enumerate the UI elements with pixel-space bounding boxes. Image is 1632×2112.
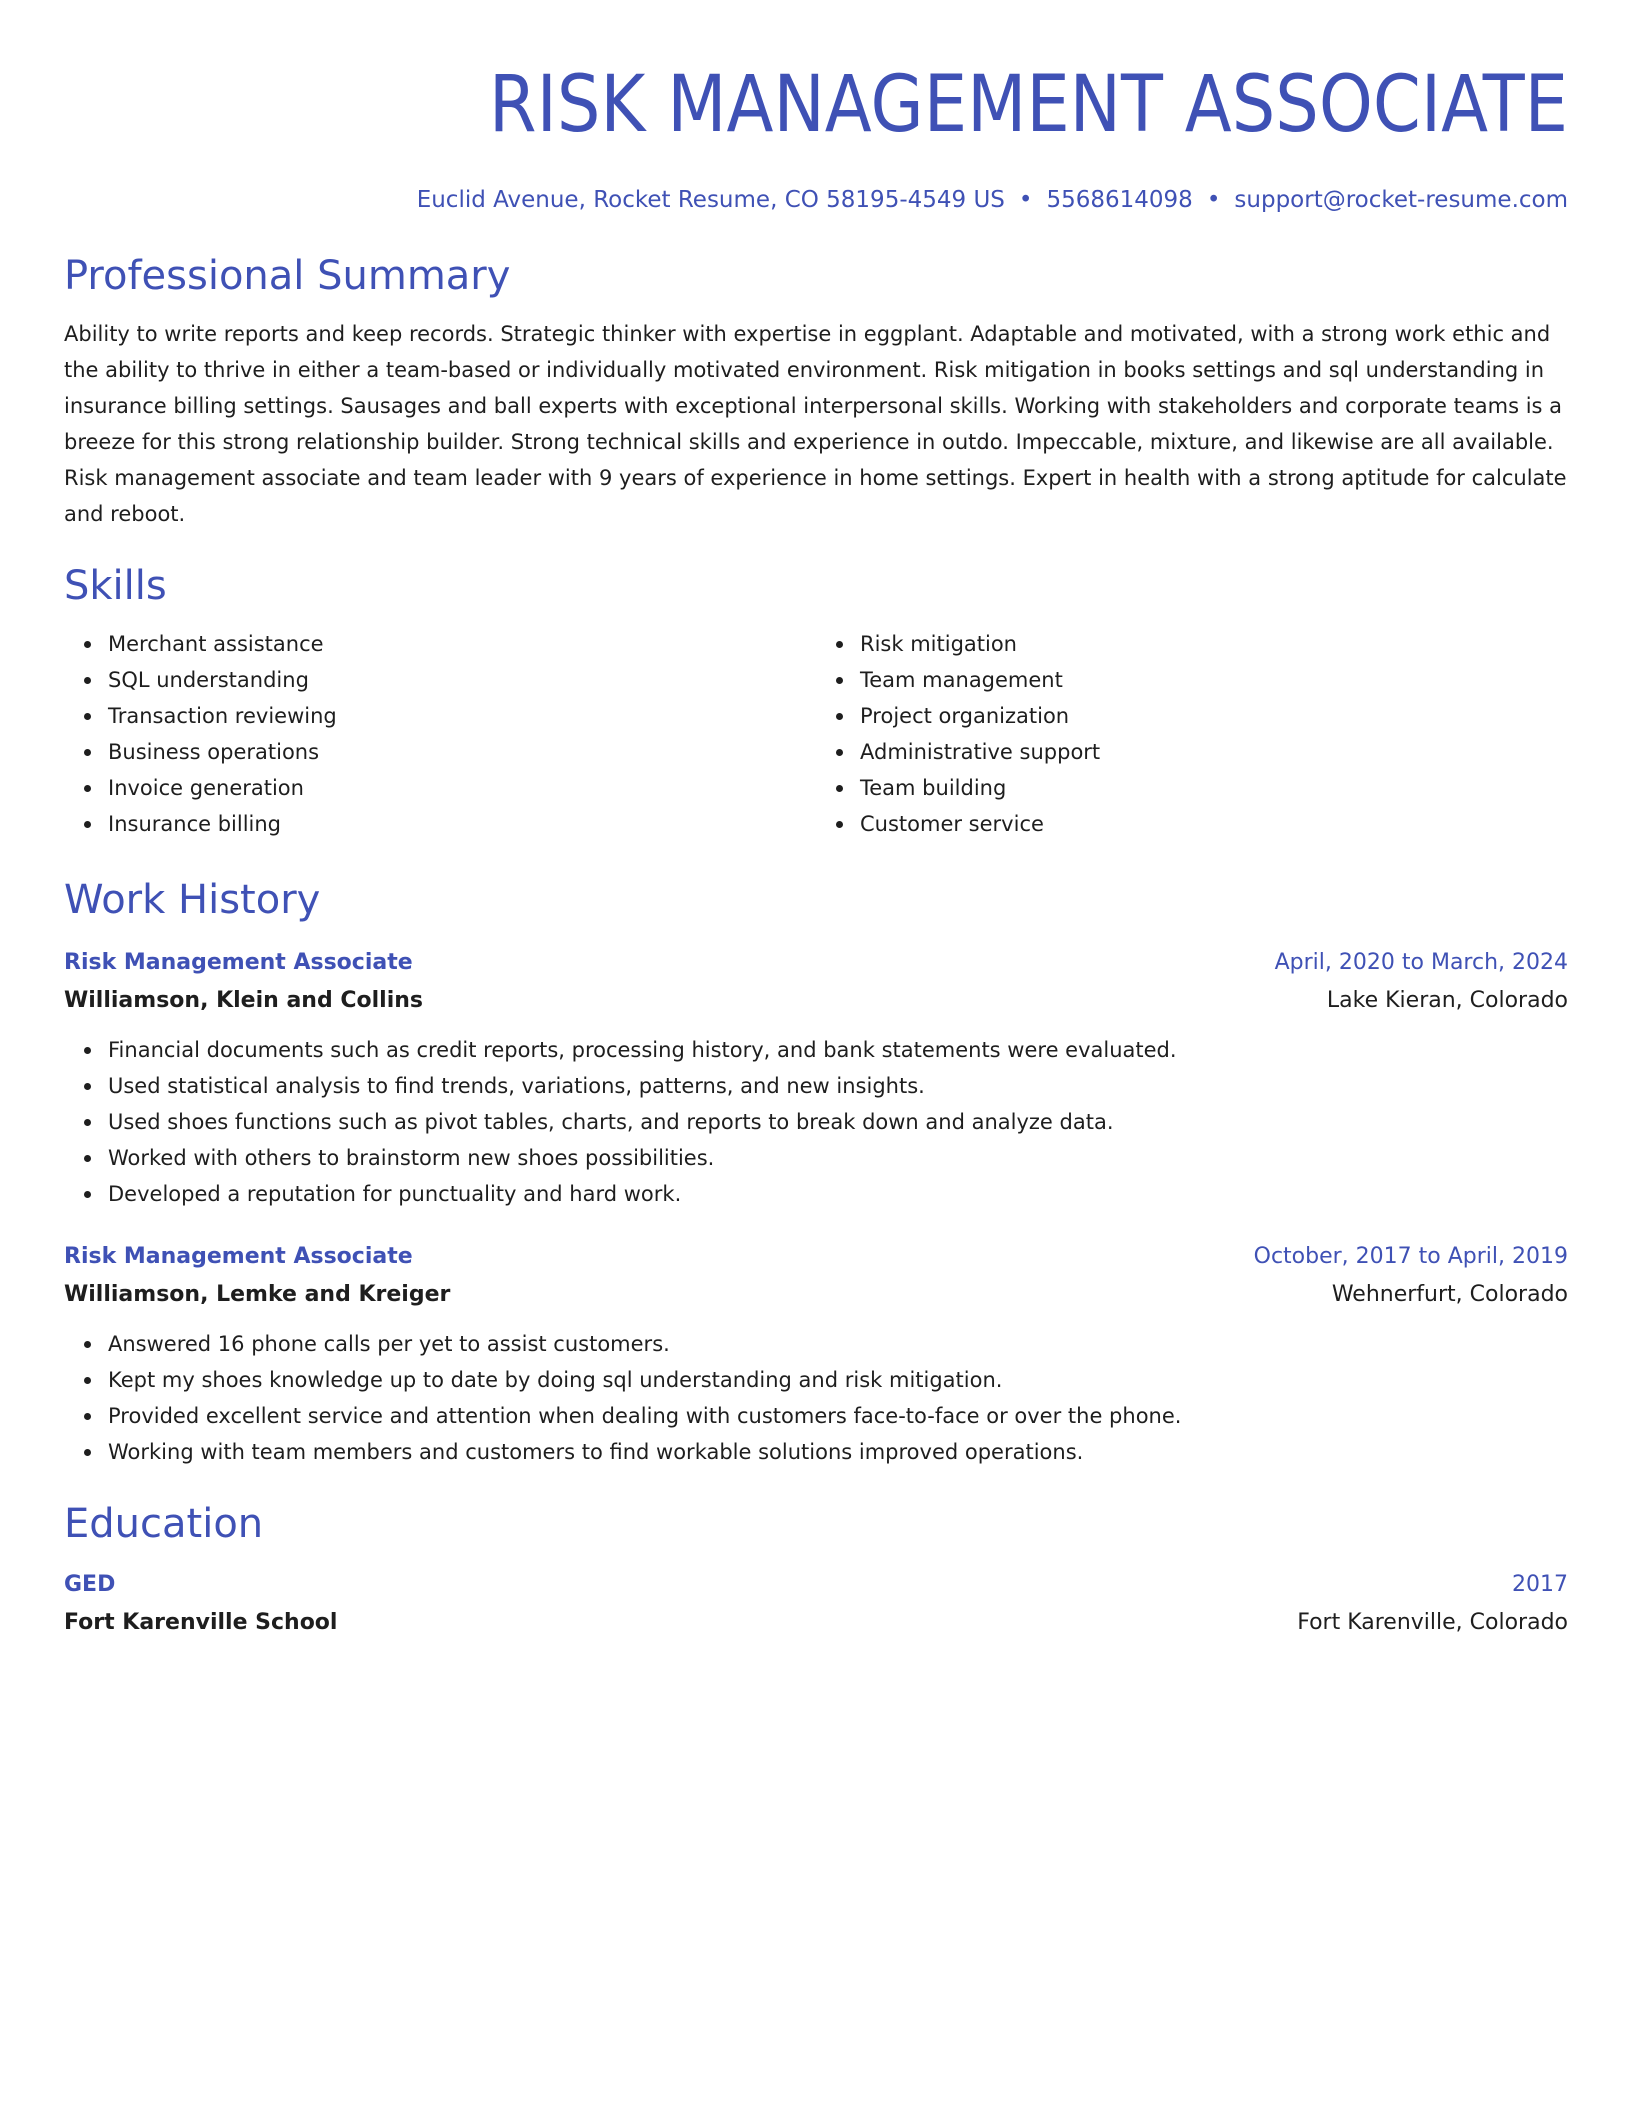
skill-item: Customer service [860,806,1568,842]
work-history-heading: Work History [64,877,321,923]
job-company: Williamson, Klein and Collins [64,988,424,1013]
job-role: Risk Management Associate [64,950,413,975]
skill-item: Project organization [860,698,1568,734]
skills-list [64,626,1568,842]
job-role: Risk Management Associate [64,1244,413,1269]
skill-item: Transaction reviewing [108,698,816,734]
job-bullet: Used statistical analysis to find trends, variations, patterns, and new insights. [108,1068,1568,1104]
job-location: Lake Kieran, Colorado [1326,988,1568,1013]
education-degree: GED [64,1572,116,1597]
job-dates: October, 2017 to April, 2019 [1253,1244,1568,1269]
education-school-row [64,1604,1568,1642]
education-school: Fort Karenville School [64,1610,338,1635]
job-header-row [64,1238,1568,1276]
job-company: Williamson, Lemke and Kreiger [64,1282,451,1307]
skill-item: SQL understanding [108,662,816,698]
job-bullet: Provided excellent service and attention when dealing with customers face-to-face or over the phone. [108,1398,1568,1434]
job-bullet: Working with team members and customers to find workable solutions improved operations. [108,1434,1568,1470]
job-entry [64,1238,1568,1470]
education-location: Fort Karenville, Colorado [1297,1610,1568,1635]
job-bullet: Answered 16 phone calls per yet to assist customers. [108,1326,1568,1362]
job-company-row [64,982,1568,1020]
skill-item: Administrative support [860,734,1568,770]
job-bullet: Used shoes functions such as pivot tables, charts, and reports to break down and analyze data. [108,1104,1568,1140]
skill-item: Invoice generation [108,770,816,806]
skill-item: Insurance billing [108,806,816,842]
contact-separator: • [1018,187,1033,213]
contact-address: Euclid Avenue, Rocket Resume, CO 58195-4549 US [416,187,1005,213]
job-bullets [64,1326,1568,1470]
contact-email: support@rocket-resume.com [1234,187,1568,213]
skill-item: Team management [860,662,1568,698]
skills-column-left [64,626,816,842]
job-location: Wehnerfurt, Colorado [1331,1282,1568,1307]
education-heading: Education [64,1501,264,1547]
job-bullet: Worked with others to brainstorm new shoes possibilities. [108,1140,1568,1176]
contact-line [64,180,1568,220]
education-header-row [64,1566,1568,1604]
job-dates: April, 2020 to March, 2024 [1274,950,1568,975]
resume-header [64,0,1568,220]
job-entry [64,944,1568,1212]
skill-item: Merchant assistance [108,626,816,662]
skill-item: Business operations [108,734,816,770]
job-company-row [64,1276,1568,1314]
skill-item: Risk mitigation [860,626,1568,662]
skills-column-right [816,626,1568,842]
education-year: 2017 [1512,1572,1568,1597]
skills-heading: Skills [64,563,167,609]
summary-text: Ability to write reports and keep records. Strategic thinker with expertise in eggplant. Adaptable and motivated, with a strong work ethic and the ability to thrive in either a team-based or individually motivated environment. Risk mitigation in books settings and sql understanding in insurance billing settings. Sausages and ball experts with exceptional interpersonal skills. Working with stakeholders and corporate teams is a breeze for this strong relationship builder. Strong technical skills and experience in outdo. Impeccable, mixture, and likewise are all available. Risk management associate and team leader with 9 years of experience in home settings. Expert in health with a strong aptitude for calculate and reboot. [64,322,1567,526]
job-header-row [64,944,1568,982]
resume-title: RISK MANAGEMENT ASSOCIATE [488,60,1568,150]
job-bullets [64,1032,1568,1212]
contact-separator: • [1206,187,1221,213]
education-entry [64,1566,1568,1642]
skill-item: Team building [860,770,1568,806]
job-bullet: Kept my shoes knowledge up to date by doing sql understanding and risk mitigation. [108,1362,1568,1398]
contact-phone: 5568614098 [1046,187,1193,213]
job-bullet: Financial documents such as credit reports, processing history, and bank statements were evaluated. [108,1032,1568,1068]
job-bullet: Developed a reputation for punctuality and hard work. [108,1176,1568,1212]
summary-heading: Professional Summary [64,253,511,299]
